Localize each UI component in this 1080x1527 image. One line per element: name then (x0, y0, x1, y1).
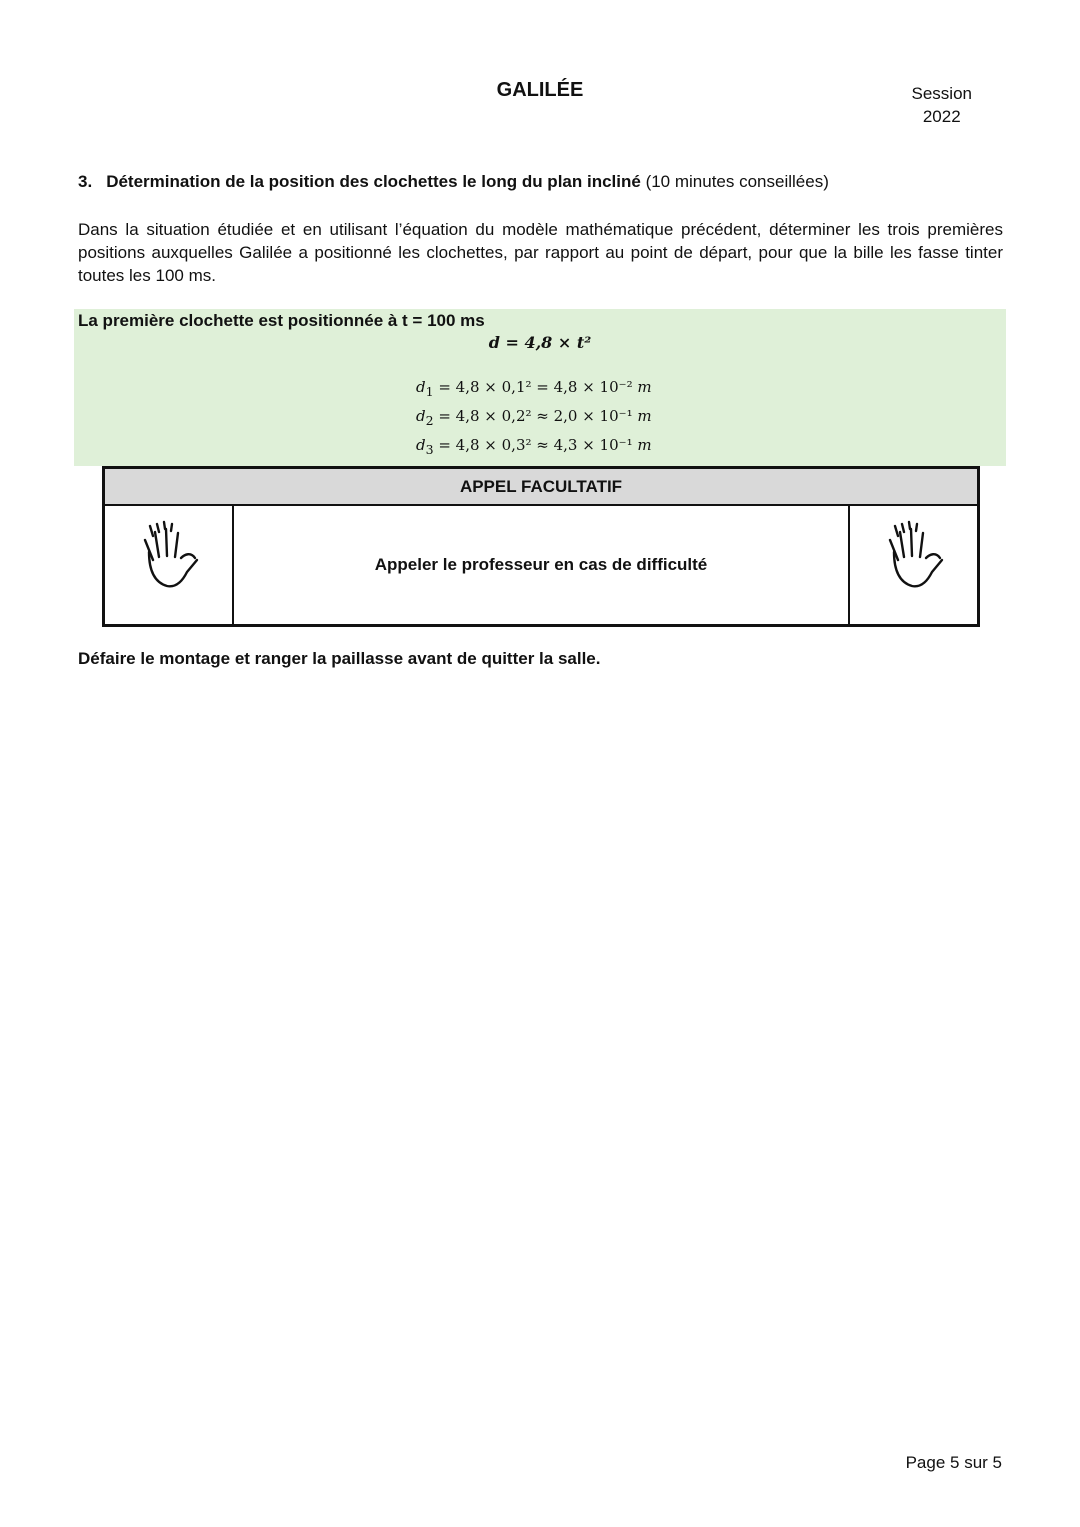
appel-facultatif-table (102, 466, 980, 627)
session-info (912, 82, 972, 128)
closing-instruction: Défaire le montage et ranger la paillasse avant de quitter la salle. (78, 649, 601, 668)
section-number: 3. (78, 172, 93, 191)
calculation-line-1: $d_1 = 4,8 \times 0,1^2 = 4,8 \times 10^{-2}$ m (416, 378, 652, 399)
document-title: GALILÉE (496, 79, 584, 101)
calculation-line-3: $d_3 = 4,8 \times 0,3^2 \approx 4,3 \times 10^{-1}$ m (416, 436, 652, 457)
section-note: (10 minutes conseillées) (645, 172, 829, 191)
answer-box (74, 309, 1006, 466)
answer-title: La première clochette est positionnée à t = 100 ms (78, 311, 485, 330)
hand-icon (882, 520, 946, 592)
session-year: 2022 (922, 107, 961, 126)
instructions-paragraph: Dans la situation étudiée et en utilisant l’équation du modèle mathématique précédent, déterminer les trois premières positions auxquelles Galilée a positionné les clochettes, par rapport au point de départ, pour que la bille les fasse tinter toutes les 100 ms. (78, 220, 1003, 285)
section-heading (78, 172, 829, 192)
calculation-line-2: $d_2 = 4,8 \times 0,2^2 \approx 2,0 \times 10^{-1}$ m (416, 407, 652, 428)
page-number: Page 5 sur 5 (905, 1453, 1002, 1472)
calculation-block (416, 375, 652, 462)
appel-header: APPEL FACULTATIF (105, 469, 977, 506)
session-label: Session (911, 84, 972, 103)
appel-right-cell (848, 506, 977, 624)
section-title: Détermination de la position des clochettes le long du plan incliné (106, 172, 641, 191)
model-formula: d = 4,8 × t² (488, 333, 592, 352)
appel-text: Appeler le professeur en cas de difficulté (374, 555, 708, 574)
hand-icon (137, 520, 201, 592)
appel-left-cell (105, 506, 234, 624)
